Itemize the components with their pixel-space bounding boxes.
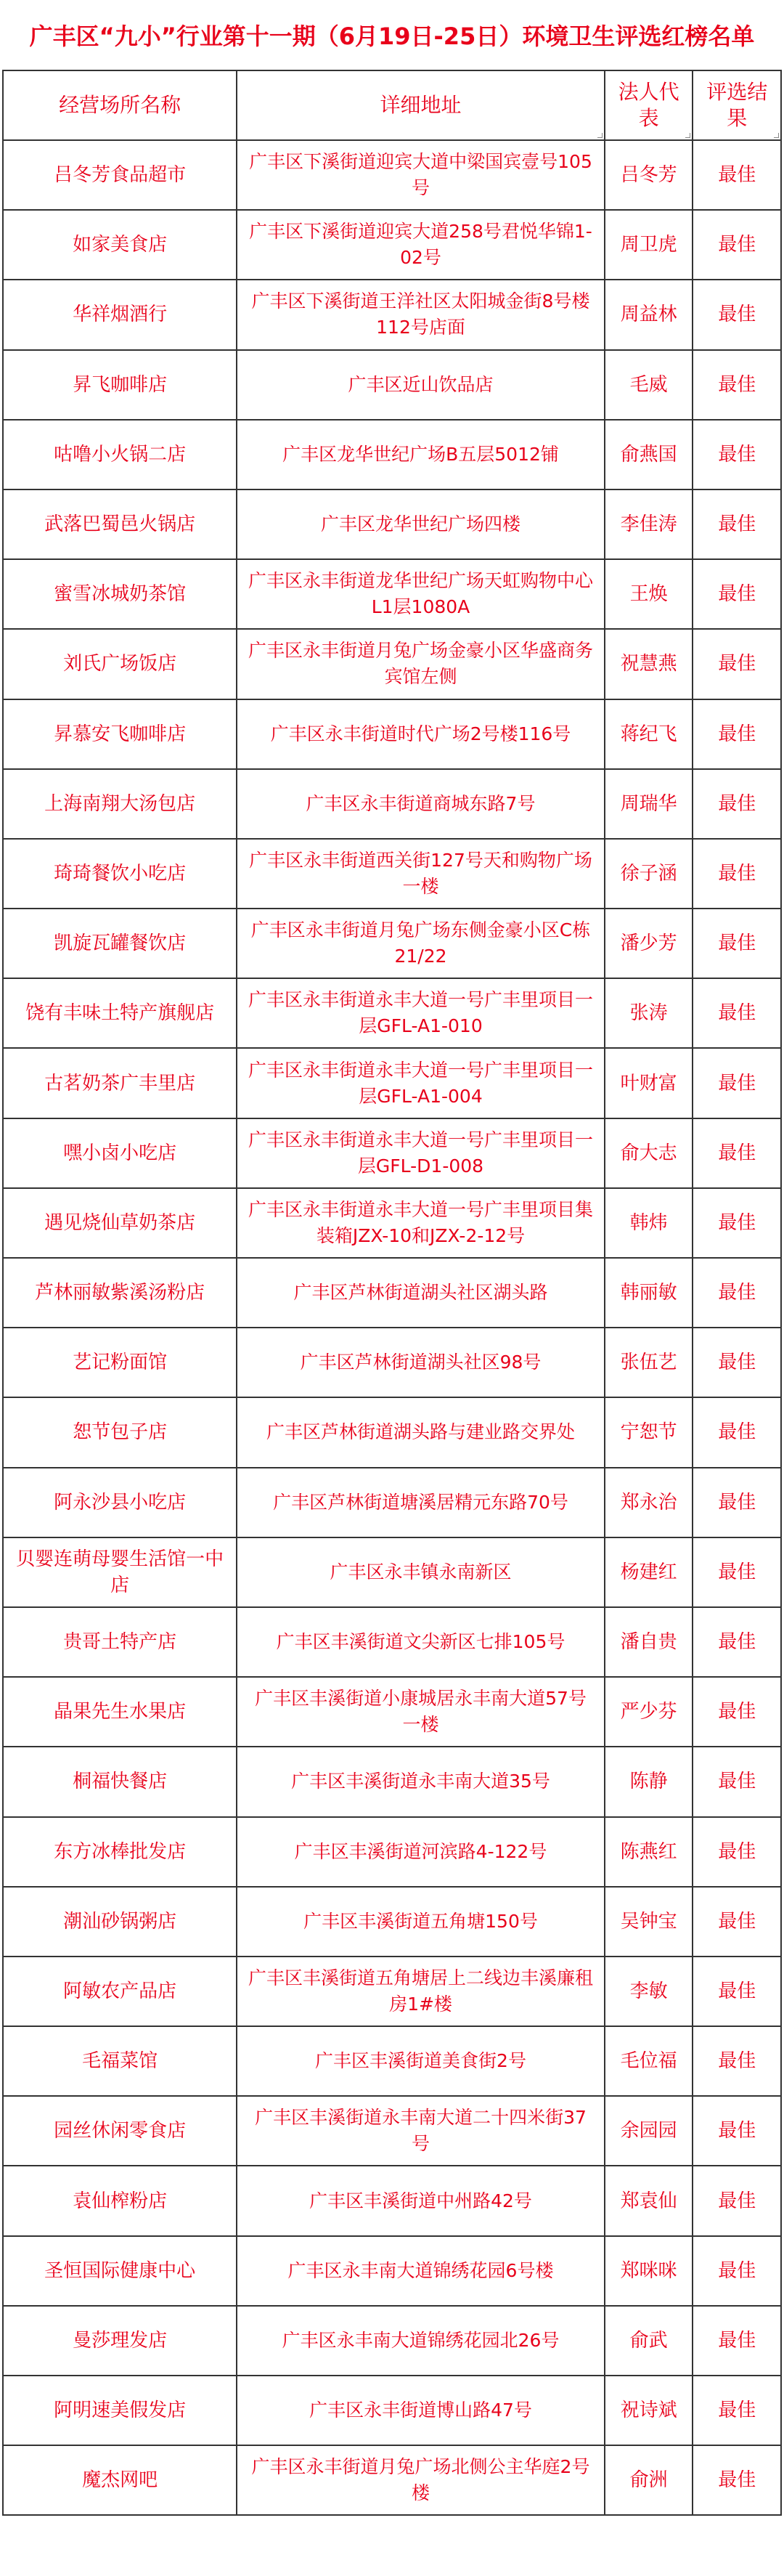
legal-rep-cell: 陈燕红: [605, 1817, 693, 1887]
business-name-cell: 琦琦餐饮小吃店: [3, 839, 237, 909]
result-cell: 最佳: [693, 489, 781, 559]
table-row: [3, 1887, 781, 1957]
result-cell: 最佳: [693, 2376, 781, 2445]
result-cell: 最佳: [693, 1607, 781, 1677]
address-cell: 广丰区下溪街道迎宾大道258号君悦华锦1-02号: [237, 210, 605, 280]
legal-rep-cell: 郑咪咪: [605, 2236, 693, 2306]
business-name-cell: 阿明速美假发店: [3, 2376, 237, 2445]
result-cell: 最佳: [693, 2166, 781, 2235]
table-row: [3, 420, 781, 489]
business-name-cell: 袁仙榨粉店: [3, 2166, 237, 2235]
page-title: 广丰区“九小”行业第十一期（6月19日-25日）环境卫生评选红榜名单: [29, 23, 755, 50]
table-row: [3, 350, 781, 420]
address-cell: 广丰区近山饮品店: [237, 350, 605, 420]
result-cell: 最佳: [693, 1048, 781, 1118]
result-cell: 最佳: [693, 1188, 781, 1258]
result-cell: 最佳: [693, 210, 781, 280]
address-cell: 广丰区芦林街道湖头社区98号: [237, 1328, 605, 1397]
address-cell: 广丰区永丰街道时代广场2号楼116号: [237, 699, 605, 769]
business-name-cell: 蜜雪冰城奶茶馆: [3, 559, 237, 629]
address-cell: 广丰区永丰街道永丰大道一号广丰里项目一层GFL-A1-004: [237, 1048, 605, 1118]
legal-rep-cell: 俞武: [605, 2306, 693, 2376]
table-row: [3, 1817, 781, 1887]
address-cell: 广丰区芦林街道湖头路与建业路交界处: [237, 1397, 605, 1467]
legal-rep-cell: 祝诗斌: [605, 2376, 693, 2445]
legal-rep-cell: 李佳涛: [605, 489, 693, 559]
business-name-cell: 贵哥土特产店: [3, 1607, 237, 1677]
result-cell: 最佳: [693, 1537, 781, 1607]
header-address: 详细地址: [237, 70, 605, 140]
result-cell: 最佳: [693, 1118, 781, 1188]
result-cell: 最佳: [693, 1397, 781, 1467]
business-name-cell: 曼莎理发店: [3, 2306, 237, 2376]
legal-rep-cell: 周卫虎: [605, 210, 693, 280]
legal-rep-cell: 祝慧燕: [605, 629, 693, 699]
business-name-cell: 遇见烧仙草奶茶店: [3, 1188, 237, 1258]
legal-rep-cell: 郑袁仙: [605, 2166, 693, 2235]
address-cell: 广丰区丰溪街道五角塘150号: [237, 1887, 605, 1957]
table-row: [3, 2026, 781, 2096]
table-row: [3, 1747, 781, 1816]
business-name-cell: 昇飞咖啡店: [3, 350, 237, 420]
address-cell: 广丰区丰溪街道中州路42号: [237, 2166, 605, 2235]
address-cell: 广丰区永丰镇永南新区: [237, 1537, 605, 1607]
address-cell: 广丰区永丰街道龙华世纪广场天虹购物中心L1层1080A: [237, 559, 605, 629]
table-row: [3, 629, 781, 699]
address-cell: 广丰区永丰南大道锦绣花园6号楼: [237, 2236, 605, 2306]
business-name-cell: 咕噜小火锅二店: [3, 420, 237, 489]
legal-rep-cell: 俞燕国: [605, 420, 693, 489]
business-name-cell: 园丝休闲零食店: [3, 2096, 237, 2166]
red-list-table: [2, 70, 782, 2516]
address-cell: 广丰区永丰街道永丰大道一号广丰里项目一层GFL-A1-010: [237, 978, 605, 1048]
table-row: [3, 140, 781, 210]
table-row: [3, 1677, 781, 1747]
table-row: [3, 2445, 781, 2515]
result-cell: 最佳: [693, 1817, 781, 1887]
result-cell: 最佳: [693, 1887, 781, 1957]
legal-rep-cell: 俞洲: [605, 2445, 693, 2515]
result-cell: 最佳: [693, 559, 781, 629]
business-name-cell: 艺记粉面馆: [3, 1328, 237, 1397]
table-row: [3, 1328, 781, 1397]
business-name-cell: 阿敏农产品店: [3, 1957, 237, 2026]
table-row: [3, 769, 781, 839]
result-cell: 最佳: [693, 769, 781, 839]
table-row: [3, 1188, 781, 1258]
business-name-cell: 上海南翔大汤包店: [3, 769, 237, 839]
result-cell: 最佳: [693, 420, 781, 489]
result-cell: 最佳: [693, 2236, 781, 2306]
business-name-cell: 阿永沙县小吃店: [3, 1468, 237, 1537]
legal-rep-cell: 余园园: [605, 2096, 693, 2166]
table-row: [3, 559, 781, 629]
address-cell: 广丰区丰溪街道美食街2号: [237, 2026, 605, 2096]
result-cell: 最佳: [693, 2026, 781, 2096]
legal-rep-cell: 周瑞华: [605, 769, 693, 839]
table-row: [3, 1957, 781, 2026]
address-cell: 广丰区下溪街道迎宾大道中梁国宾壹号105号: [237, 140, 605, 210]
table-row: [3, 1397, 781, 1467]
legal-rep-cell: 俞大志: [605, 1118, 693, 1188]
business-name-cell: 毛福菜馆: [3, 2026, 237, 2096]
legal-rep-cell: 毛威: [605, 350, 693, 420]
result-cell: 最佳: [693, 699, 781, 769]
result-cell: 最佳: [693, 1258, 781, 1328]
result-cell: 最佳: [693, 1468, 781, 1537]
legal-rep-cell: 周益林: [605, 280, 693, 349]
legal-rep-cell: 张伍艺: [605, 1328, 693, 1397]
address-cell: 广丰区丰溪街道小康城居永丰南大道57号一楼: [237, 1677, 605, 1747]
legal-rep-cell: 严少芬: [605, 1677, 693, 1747]
business-name-cell: 嘿小卤小吃店: [3, 1118, 237, 1188]
legal-rep-cell: 李敏: [605, 1957, 693, 2026]
business-name-cell: 如家美食店: [3, 210, 237, 280]
table-row: [3, 2166, 781, 2235]
table-row: [3, 1537, 781, 1607]
legal-rep-cell: 潘自贵: [605, 1607, 693, 1677]
table-row: [3, 2236, 781, 2306]
result-cell: 最佳: [693, 2445, 781, 2515]
result-cell: 最佳: [693, 909, 781, 978]
legal-rep-cell: 宁恕节: [605, 1397, 693, 1467]
business-name-cell: 吕冬芳食品超市: [3, 140, 237, 210]
address-cell: 广丰区永丰街道月兔广场北侧公主华庭2号楼: [237, 2445, 605, 2515]
address-cell: 广丰区丰溪街道永丰南大道35号: [237, 1747, 605, 1816]
address-cell: 广丰区永丰南大道锦绣花园北26号: [237, 2306, 605, 2376]
address-cell: 广丰区永丰街道月兔广场金豪小区华盛商务宾馆左侧: [237, 629, 605, 699]
result-cell: 最佳: [693, 978, 781, 1048]
result-cell: 最佳: [693, 1747, 781, 1816]
business-name-cell: 昇慕安飞咖啡店: [3, 699, 237, 769]
address-cell: 广丰区龙华世纪广场四楼: [237, 489, 605, 559]
result-cell: 最佳: [693, 1328, 781, 1397]
address-cell: 广丰区芦林街道湖头社区湖头路: [237, 1258, 605, 1328]
result-cell: 最佳: [693, 140, 781, 210]
table-row: [3, 978, 781, 1048]
address-cell: 广丰区下溪街道王洋社区太阳城金街8号楼112号店面: [237, 280, 605, 349]
business-name-cell: 魔杰网吧: [3, 2445, 237, 2515]
business-name-cell: 桐福快餐店: [3, 1747, 237, 1816]
address-cell: 广丰区永丰街道博山路47号: [237, 2376, 605, 2445]
legal-rep-cell: 陈静: [605, 1747, 693, 1816]
address-cell: 广丰区芦林街道塘溪居精元东路70号: [237, 1468, 605, 1537]
header-result: 评选结果: [693, 70, 781, 140]
business-name-cell: 饶有丰味土特产旗舰店: [3, 978, 237, 1048]
legal-rep-cell: 王焕: [605, 559, 693, 629]
business-name-cell: 晶果先生水果店: [3, 1677, 237, 1747]
legal-rep-cell: 韩丽敏: [605, 1258, 693, 1328]
table-row: [3, 2376, 781, 2445]
table-row: [3, 699, 781, 769]
table-row: [3, 1048, 781, 1118]
address-cell: 广丰区丰溪街道五角塘居上二线边丰溪廉租房1#楼: [237, 1957, 605, 2026]
table-row: [3, 2096, 781, 2166]
address-cell: 广丰区永丰街道商城东路7号: [237, 769, 605, 839]
table-row: [3, 1607, 781, 1677]
result-cell: 最佳: [693, 1957, 781, 2026]
table-row: [3, 1258, 781, 1328]
header-legal-rep: 法人代表: [605, 70, 693, 140]
result-cell: 最佳: [693, 1677, 781, 1747]
table-row: [3, 1468, 781, 1537]
address-cell: 广丰区丰溪街道河滨路4-122号: [237, 1817, 605, 1887]
result-cell: 最佳: [693, 2096, 781, 2166]
address-cell: 广丰区永丰街道月兔广场东侧金豪小区C栋21/22: [237, 909, 605, 978]
business-name-cell: 武落巴蜀邑火锅店: [3, 489, 237, 559]
business-name-cell: 华祥烟酒行: [3, 280, 237, 349]
business-name-cell: 古茗奶茶广丰里店: [3, 1048, 237, 1118]
address-cell: 广丰区永丰街道永丰大道一号广丰里项目一层GFL-D1-008: [237, 1118, 605, 1188]
business-name-cell: 芦林丽敏紫溪汤粉店: [3, 1258, 237, 1328]
address-cell: 广丰区丰溪街道永丰南大道二十四米街37号: [237, 2096, 605, 2166]
legal-rep-cell: 毛位福: [605, 2026, 693, 2096]
legal-rep-cell: 吴钟宝: [605, 1887, 693, 1957]
legal-rep-cell: 徐子涵: [605, 839, 693, 909]
table-header-row: [3, 70, 781, 140]
address-cell: 广丰区永丰街道永丰大道一号广丰里项目集装箱JZX-10和JZX-2-12号: [237, 1188, 605, 1258]
result-cell: 最佳: [693, 280, 781, 349]
business-name-cell: 东方冰棒批发店: [3, 1817, 237, 1887]
table-row: [3, 839, 781, 909]
business-name-cell: 凯旋瓦罐餐饮店: [3, 909, 237, 978]
business-name-cell: 贝婴连萌母婴生活馆一中店: [3, 1537, 237, 1607]
result-cell: 最佳: [693, 629, 781, 699]
business-name-cell: 恕节包子店: [3, 1397, 237, 1467]
address-cell: 广丰区龙华世纪广场B五层5012铺: [237, 420, 605, 489]
header-business-name: 经营场所名称: [3, 70, 237, 140]
table-row: [3, 489, 781, 559]
result-cell: 最佳: [693, 839, 781, 909]
result-cell: 最佳: [693, 350, 781, 420]
business-name-cell: 潮汕砂锅粥店: [3, 1887, 237, 1957]
legal-rep-cell: 郑永治: [605, 1468, 693, 1537]
table-row: [3, 909, 781, 978]
legal-rep-cell: 韩炜: [605, 1188, 693, 1258]
legal-rep-cell: 杨建红: [605, 1537, 693, 1607]
legal-rep-cell: 张涛: [605, 978, 693, 1048]
table-row: [3, 2306, 781, 2376]
business-name-cell: 刘氏广场饭店: [3, 629, 237, 699]
business-name-cell: 圣恒国际健康中心: [3, 2236, 237, 2306]
legal-rep-cell: 蒋纪飞: [605, 699, 693, 769]
result-cell: 最佳: [693, 2306, 781, 2376]
legal-rep-cell: 叶财富: [605, 1048, 693, 1118]
address-cell: 广丰区永丰街道西关街127号天和购物广场一楼: [237, 839, 605, 909]
table-row: [3, 1118, 781, 1188]
table-row: [3, 210, 781, 280]
legal-rep-cell: 潘少芳: [605, 909, 693, 978]
table-body: [3, 140, 781, 2515]
address-cell: 广丰区丰溪街道文尖新区七排105号: [237, 1607, 605, 1677]
legal-rep-cell: 吕冬芳: [605, 140, 693, 210]
table-row: [3, 280, 781, 349]
